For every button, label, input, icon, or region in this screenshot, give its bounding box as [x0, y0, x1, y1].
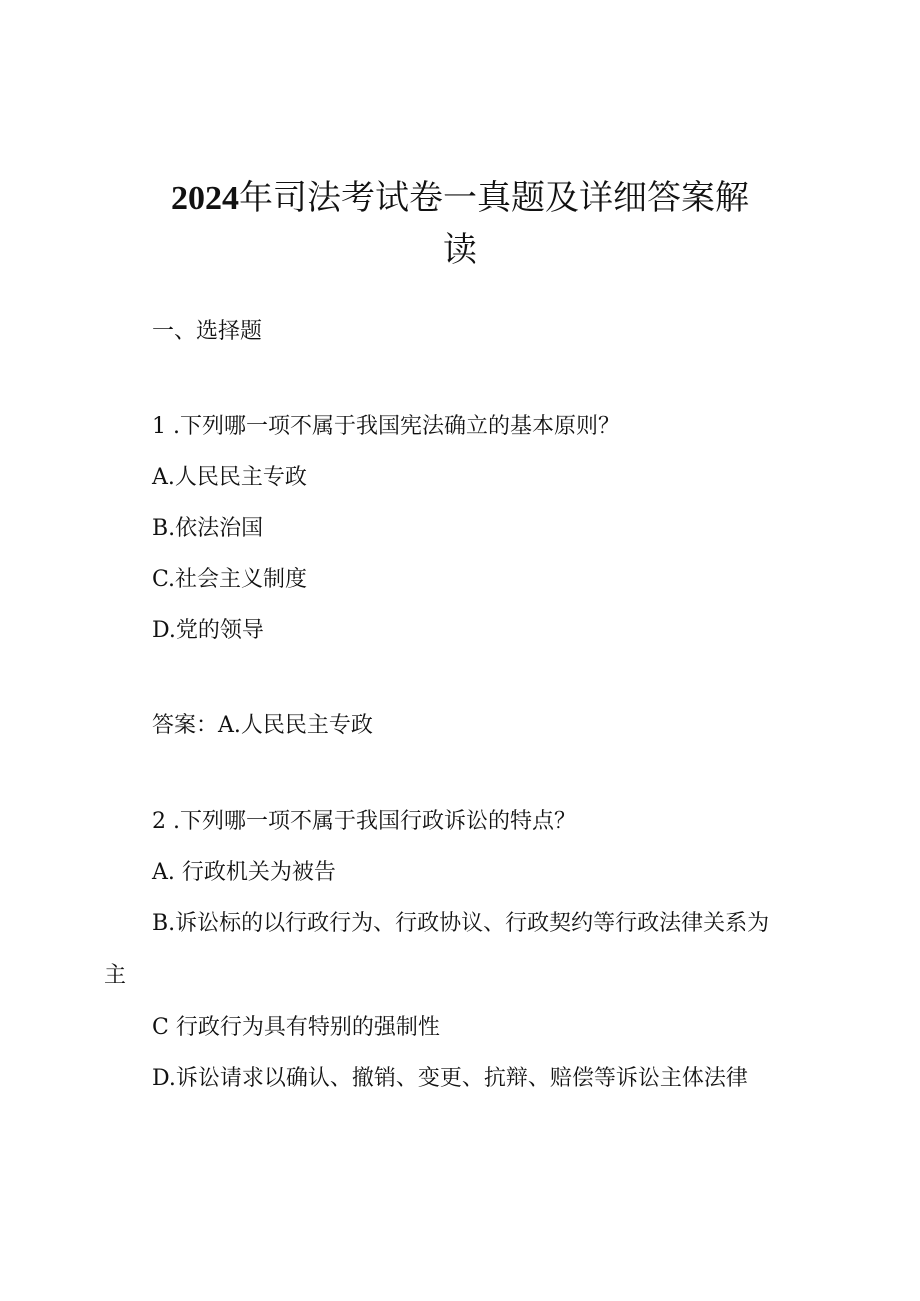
- question-1-option-a: A.人民民主专政: [152, 465, 307, 490]
- question-1-option-c: C.社会主义制度: [152, 567, 308, 592]
- question-2-option-c: C 行政行为具有特别的强制性: [152, 1015, 440, 1040]
- question-2-option-a: A. 行政机关为被告: [152, 860, 336, 885]
- title-text: 年司法考试卷一真题及详细答案解: [239, 178, 749, 218]
- question-1-option-b: B.依法治国: [152, 516, 264, 541]
- question-1-stem: 1 .下列哪一项不属于我国宪法确立的基本原则？: [152, 414, 620, 439]
- question-1-answer: 答案：A.人民民主专政: [152, 713, 373, 738]
- section-heading: 一、选择题: [152, 319, 263, 344]
- title-year: 2024: [171, 180, 239, 217]
- document-title-line-1: [0, 170, 920, 219]
- question-2-option-b-wrap: 主: [104, 963, 127, 988]
- document-title-line-2: 读: [443, 230, 477, 270]
- question-1-option-d: D.党的领导: [152, 618, 264, 643]
- question-2-option-d: D.诉讼请求以确认、撤销、变更、抗辩、赔偿等诉讼主体法律: [152, 1066, 748, 1091]
- question-2-option-b: B.诉讼标的以行政行为、行政协议、行政契约等行政法律关系为: [152, 911, 770, 936]
- question-2-stem: 2 .下列哪一项不属于我国行政诉讼的特点？: [152, 809, 576, 834]
